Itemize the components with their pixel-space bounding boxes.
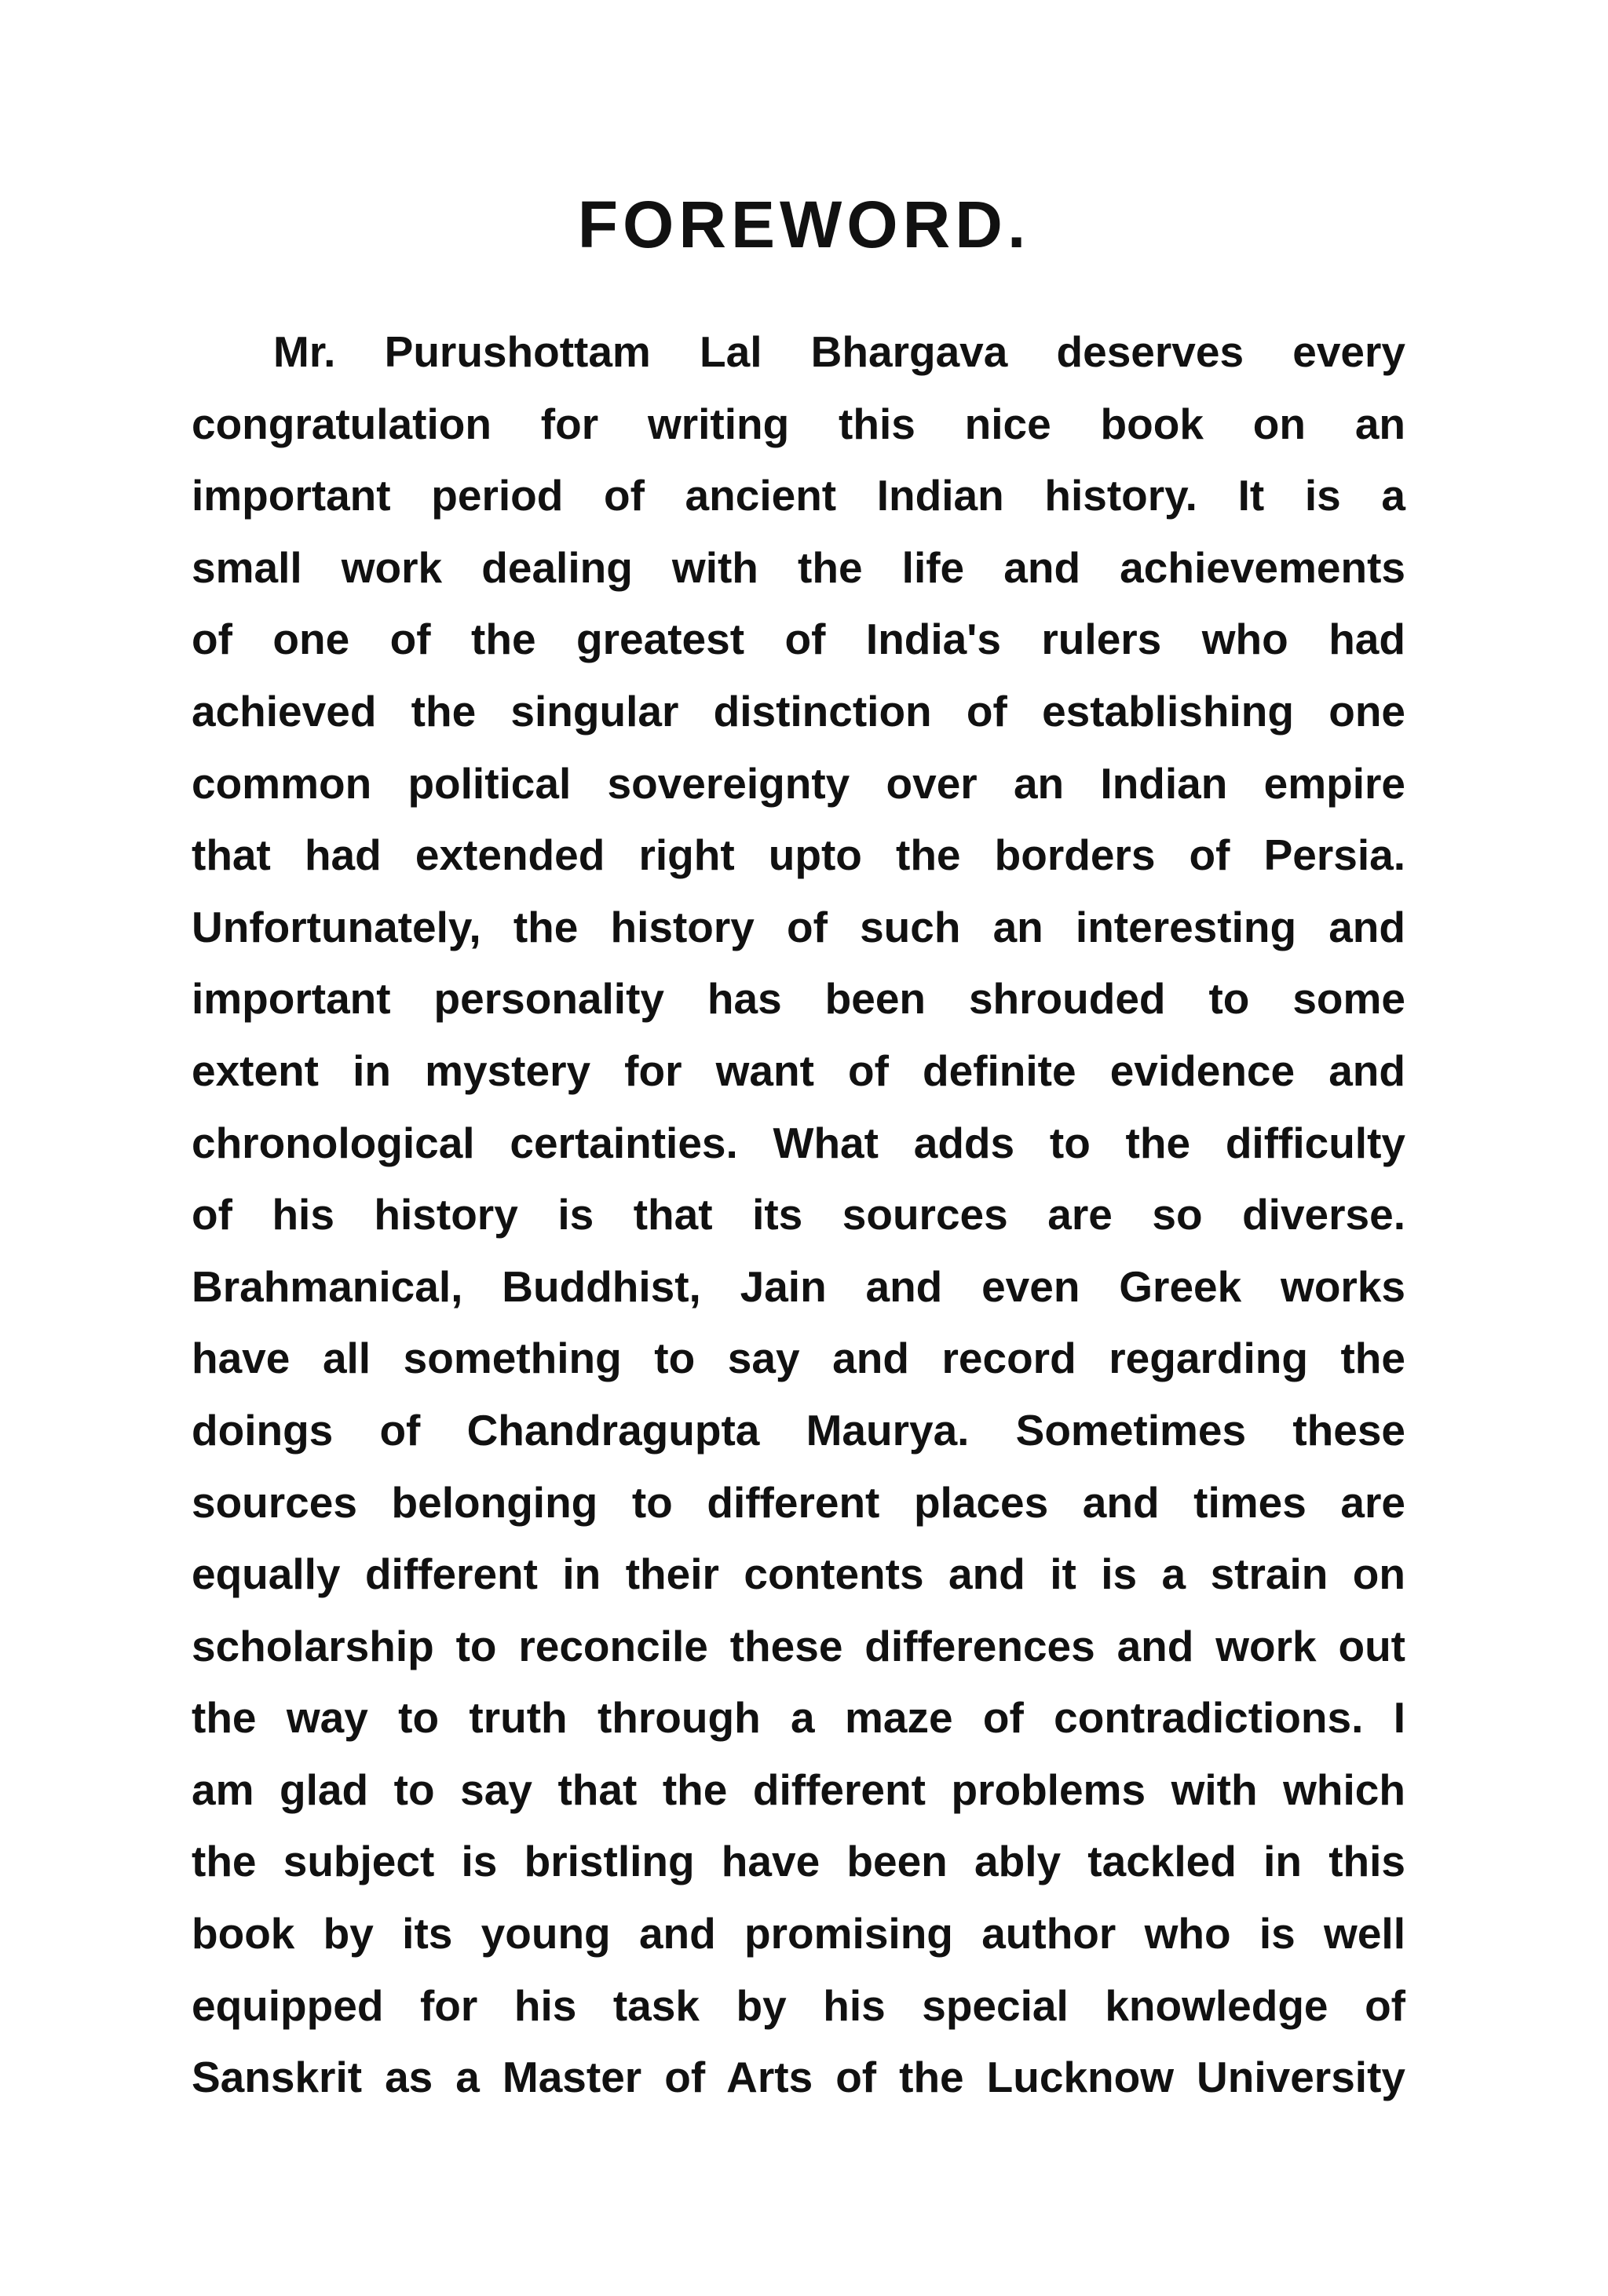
text-line: have all something to say and record regarding the — [192, 1334, 1405, 1383]
text-line: of one of the greatest of India's rulers who had — [192, 615, 1405, 664]
text-line: extent in mystery for want of definite evidence and — [192, 1046, 1405, 1095]
text-line: that had extended right upto the borders of Persia. — [192, 830, 1405, 880]
text-line: equally different in their contents and it is a strain on — [192, 1550, 1405, 1599]
text-line: Mr. Purushottam Lal Bhargava deserves every — [273, 327, 1405, 376]
text-line: doings of Chandragupta Maurya. Sometimes these — [192, 1405, 1405, 1455]
text-line: book by its young and promising author who is well — [192, 1909, 1405, 1958]
text-line: am glad to say that the different problems with which — [192, 1765, 1405, 1814]
text-line: the way to truth through a maze of contradictions. I — [192, 1693, 1405, 1743]
text-line: important period of ancient Indian history. It is a — [192, 471, 1405, 520]
text-line: chronological certainties. What adds to the difficulty — [192, 1118, 1405, 1167]
text-line: small work dealing with the life and achievements — [192, 542, 1405, 592]
text-line: congratulation for writing this nice book on an — [192, 399, 1405, 448]
text-line: scholarship to reconcile these differences and work out — [192, 1621, 1405, 1670]
text-line: sources belonging to different places and times are — [192, 1477, 1405, 1527]
text-line: Unfortunately, the history of such an interesting and — [192, 902, 1405, 951]
text-line: Brahmanical, Buddhist, Jain and even Greek works — [192, 1261, 1405, 1311]
text-line: Sanskrit as a Master of Arts of the Lucknow University — [192, 2053, 1405, 2102]
text-line: of his history is that its sources are so diverse. — [192, 1190, 1405, 1239]
text-line: the subject is bristling have been ably tackled in this — [192, 1837, 1405, 1886]
text-line: important personality has been shrouded to some — [192, 974, 1405, 1024]
text-line: equipped for his task by his special knowledge of — [192, 1980, 1405, 2030]
page-title: FOREWORD. — [577, 188, 1031, 261]
text-line: common political sovereignty over an Indian empire — [192, 758, 1405, 808]
text-line: achieved the singular distinction of establishing one — [192, 686, 1405, 736]
foreword-body — [192, 316, 1405, 2114]
